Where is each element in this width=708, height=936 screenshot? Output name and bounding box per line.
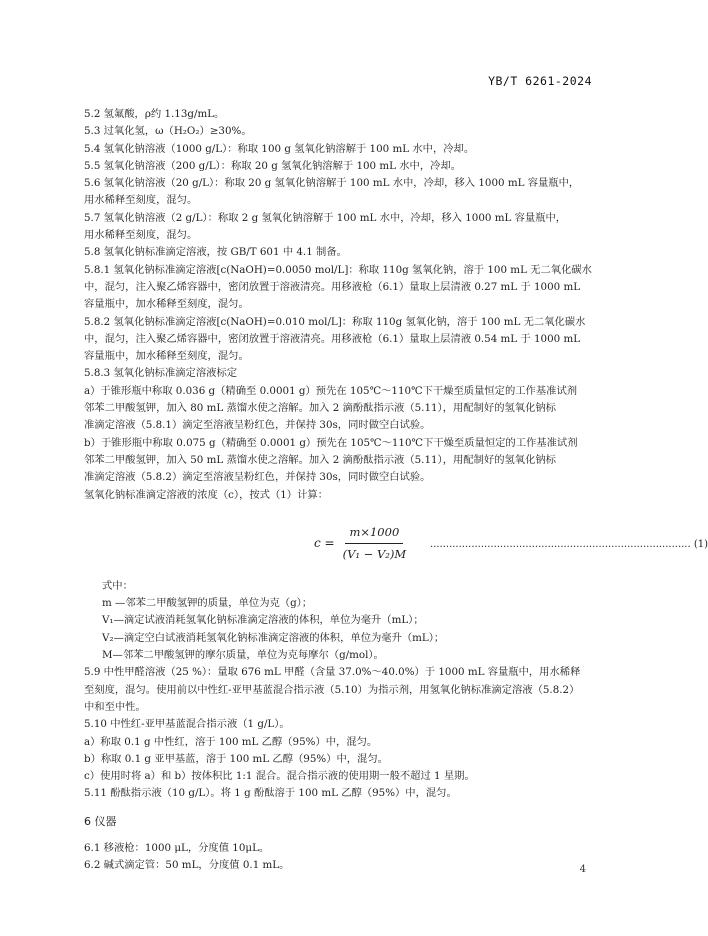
- text-line: 5.5 氢氧化钠溶液（200 g/L）：称取 20 g 氢氧化钠溶解于 100 mL 水中，冷却。: [84, 159, 462, 172]
- text-line: 5.3 过氧化氢，ω（H₂O₂）≥30%。: [84, 125, 252, 138]
- formula-denominator: (V₁ − V₂)M: [342, 547, 407, 562]
- text-line: a）称取 0.1 g 中性红，溶于 100 mL 乙醇（95%）中，混匀。: [84, 735, 378, 748]
- text-line: 准滴定溶液（5.8.1）滴定至溶液呈粉红色，并保持 30s，同时做空白试验。: [84, 419, 431, 432]
- section-6-items: [84, 840, 604, 875]
- page-number: 4: [579, 864, 586, 875]
- text-line: 5.11 酚酞指示液（10 g/L）。将 1 g 酚酞溶于 100 mL 乙醇（95%）中，混匀。: [84, 787, 457, 800]
- text-line: 式中：: [102, 579, 133, 592]
- text-line: 5.10 中性红-亚甲基蓝混合指示液（1 g/L）。: [84, 718, 290, 731]
- text-line: 用水稀释至刻度，混匀。: [84, 194, 198, 207]
- text-line: 邻苯二甲酸氢钾，加入 80 mL 蒸馏水使之溶解。加入 2 滴酚酞指示液（5.11），用配制好的氢氧化钠标: [84, 402, 556, 415]
- concentration-formula: [314, 524, 406, 564]
- text-line: 中和至中性。: [84, 700, 146, 713]
- text-line: 中，混匀，注入聚乙烯容器中，密闭放置于溶液清亮。用移液枪（6.1）量取上层清液 0.54 mL 于 1000 mL: [84, 332, 581, 345]
- text-line: 5.8 氢氧化钠标准滴定溶液，按 GB/T 601 中 4.1 制备。: [84, 246, 347, 259]
- text-line: 5.8.3 氢氧化钠标准滴定溶液标定: [84, 367, 238, 380]
- text-line: 容量瓶中，加水稀释至刻度，混匀。: [84, 298, 249, 311]
- text-line: b）称取 0.1 g 亚甲基蓝，溶于 100 mL 乙醇（95%）中，混匀。: [84, 752, 388, 765]
- text-line: m —邻苯二甲酸氢钾的质量，单位为克（g）；: [102, 597, 313, 610]
- variable-definitions: [84, 578, 604, 664]
- text-line: 5.8.1 氢氧化钠标准滴定溶液[c(NaOH)=0.0050 mol/L]：称取 110g 氢氧化钠，溶于 100 mL 无二氧化碳水: [84, 263, 592, 276]
- text-line: 氢氧化钠标准滴定溶液的浓度（c），按式（1）计算：: [84, 488, 328, 501]
- section-6-title: 6 仪器: [84, 814, 117, 828]
- equation-1: [84, 524, 708, 578]
- text-line: 6.2 碱式滴定管：50 mL，分度值 0.1 mL。: [84, 859, 290, 872]
- leader-dots: ..................................................................................: [430, 538, 691, 550]
- text-line: 6.1 移液枪：1000 μL，分度值 10μL。: [84, 841, 270, 854]
- formula-numerator: m×1000: [345, 524, 403, 544]
- text-line: 5.6 氢氧化钠溶液（20 g/L）：称取 20 g 氢氧化钠溶解于 100 mL 水中，冷却，移入 1000 mL 容量瓶中，: [84, 177, 580, 190]
- text-line: V₁—滴定试液消耗氢氧化钠标准滴定溶液的体积，单位为毫升（mL）；: [102, 614, 424, 627]
- text-line: 5.9 中性甲醛溶液（25 %）：量取 676 mL 甲醛（含量 37.0%～40.0%）于 1000 mL 容量瓶中，用水稀释: [84, 666, 581, 679]
- document-code-header: YB/T 6261-2024: [488, 74, 592, 88]
- text-line: 用水稀释至刻度，混匀。: [84, 229, 198, 242]
- text-line: c）使用时将 a）和 b）按体积比 1:1 混合。混合指示液的使用期一般不超过 1 星期。: [84, 770, 475, 783]
- formula-lhs: c =: [314, 535, 335, 550]
- formula-number: (1): [693, 538, 708, 550]
- text-line: a）于锥形瓶中称取 0.036 g（精确至 0.0001 g）预先在 105℃～110℃下干燥至质量恒定的工作基准试剂: [84, 384, 578, 397]
- text-line: 至刻度，混匀。使用前以中性红-亚甲基蓝混合指示液（5.10）为指示剂，用氢氧化钠标准滴定溶液（5.8.2）: [84, 683, 580, 696]
- text-line: 中，混匀，注入聚乙烯容器中，密闭放置于溶液清亮。用移液枪（6.1）量取上层清液 0.27 mL 于 1000 mL: [84, 280, 581, 293]
- text-line: 5.4 氢氧化钠溶液（1000 g/L）：称取 100 g 氢氧化钠溶解于 100 mL 水中，冷却。: [84, 142, 475, 155]
- text-line: 5.2 氢氟酸，ρ约 1.13g/mL。: [84, 108, 225, 120]
- text-line: 5.8.2 氢氧化钠标准滴定溶液[c(NaOH)=0.010 mol/L]：称取 110g 氢氧化钠，溶于 100 mL 无二氧化碳水: [84, 315, 586, 328]
- formula-fraction: [343, 524, 407, 564]
- section-5-reagents: [84, 106, 604, 504]
- text-line: b）于锥形瓶中称取 0.075 g（精确至 0.0001 g）预先在 105℃～110℃下干燥至质量恒定的工作基准试剂: [84, 436, 578, 449]
- text-line: M—邻苯二甲酸氢钾的摩尔质量，单位为克每摩尔（g/mol）。: [102, 649, 384, 662]
- text-line: 5.7 氢氧化钠溶液（2 g/L）：称取 2 g 氢氧化钠溶解于 100 mL 水中，冷却，移入 1000 mL 容量瓶中，: [84, 211, 567, 224]
- formula-number-leader: [430, 536, 708, 553]
- text-line: 邻苯二甲酸氢钾，加入 50 mL 蒸馏水使之溶解。加入 2 滴酚酞指示液（5.11），用配制好的氢氧化钠标: [84, 453, 556, 466]
- text-line: V₂—滴定空白试液消耗氢氧化钠标准滴定溶液的体积，单位为毫升（mL）；: [102, 631, 445, 644]
- text-line: 准滴定溶液（5.8.2）滴定至溶液呈粉红色，并保持 30s，同时做空白试验。: [84, 471, 431, 484]
- text-line: 容量瓶中，加水稀释至刻度，混匀。: [84, 350, 249, 363]
- section-5-continued: [84, 664, 604, 802]
- document-body: [84, 106, 708, 875]
